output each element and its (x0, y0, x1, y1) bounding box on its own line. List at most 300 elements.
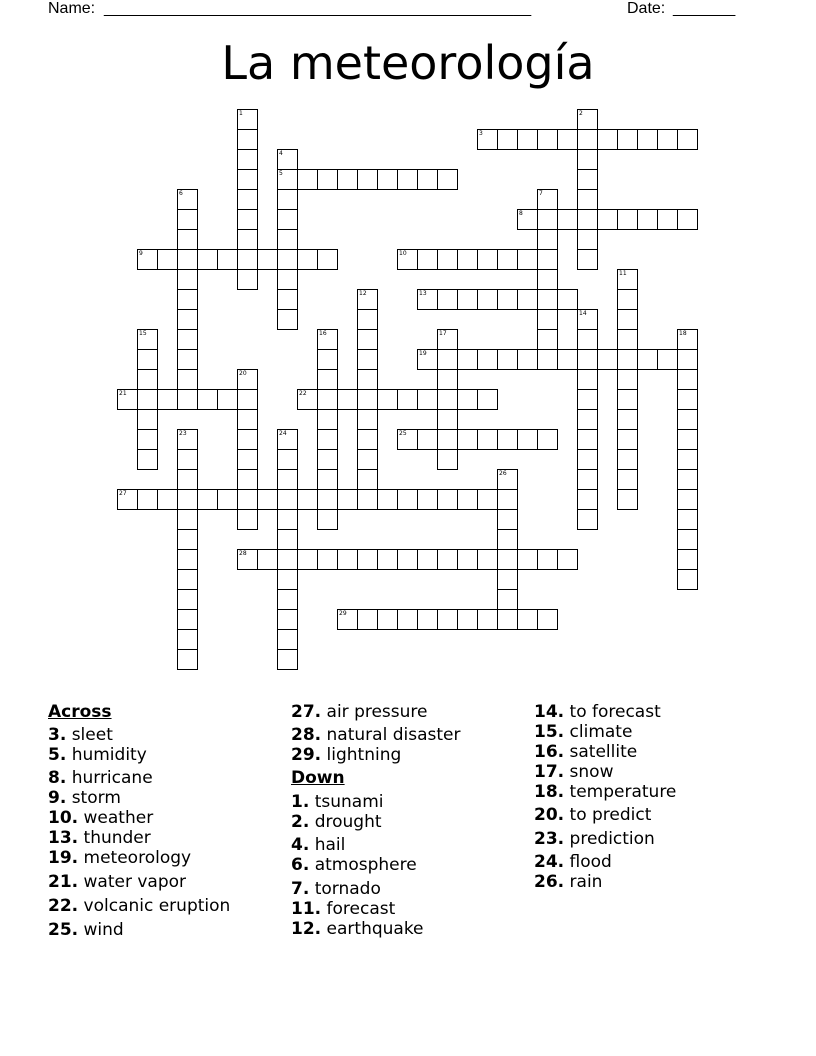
grid-cell[interactable] (237, 169, 258, 190)
grid-cell[interactable] (177, 229, 198, 250)
grid-cell[interactable] (437, 329, 458, 350)
grid-cell[interactable] (617, 349, 638, 370)
grid-cell[interactable] (317, 469, 338, 490)
grid-cell[interactable] (597, 209, 618, 230)
grid-cell[interactable] (357, 489, 378, 510)
clue-item: 27. air pressure (291, 702, 428, 722)
clue-item: 2. drought (291, 812, 382, 832)
grid-cell[interactable] (337, 549, 358, 570)
grid-cell[interactable] (457, 249, 478, 270)
grid-cell[interactable] (457, 349, 478, 370)
grid-cell[interactable] (177, 509, 198, 530)
grid-cell[interactable] (317, 449, 338, 470)
grid-cell[interactable] (417, 609, 438, 630)
grid-cell[interactable] (617, 289, 638, 310)
grid-cell[interactable] (397, 389, 418, 410)
grid-cell[interactable] (537, 269, 558, 290)
grid-cell[interactable] (417, 429, 438, 450)
grid-cell[interactable] (417, 249, 438, 270)
grid-cell[interactable] (557, 289, 578, 310)
grid-cell[interactable] (537, 249, 558, 270)
grid-cell[interactable] (357, 409, 378, 430)
grid-cell[interactable] (317, 549, 338, 570)
grid-cell[interactable] (237, 509, 258, 530)
grid-cell[interactable] (617, 269, 638, 290)
grid-cell[interactable] (497, 589, 518, 610)
grid-cell[interactable] (617, 469, 638, 490)
grid-cell[interactable] (237, 109, 258, 130)
grid-cell[interactable] (497, 609, 518, 630)
cell-number: 24 (279, 430, 287, 437)
grid-cell[interactable] (257, 489, 278, 510)
grid-cell[interactable] (237, 409, 258, 430)
grid-cell[interactable] (537, 189, 558, 210)
grid-cell[interactable] (517, 249, 538, 270)
grid-cell[interactable] (537, 229, 558, 250)
grid-cell[interactable] (657, 129, 678, 150)
grid-cell[interactable] (377, 389, 398, 410)
name-line: ________________________________________________ (104, 0, 532, 17)
grid-cell[interactable] (277, 209, 298, 230)
grid-cell[interactable] (557, 549, 578, 570)
grid-cell[interactable] (137, 409, 158, 430)
grid-cell[interactable] (357, 449, 378, 470)
grid-cell[interactable] (477, 349, 498, 370)
grid-cell[interactable] (237, 449, 258, 470)
grid-cell[interactable] (557, 129, 578, 150)
grid-cell[interactable] (457, 289, 478, 310)
grid-cell[interactable] (637, 209, 658, 230)
grid-cell[interactable] (517, 289, 538, 310)
grid-cell[interactable] (237, 269, 258, 290)
grid-cell[interactable] (177, 449, 198, 470)
grid-cell[interactable] (497, 349, 518, 370)
cell-number: 3 (479, 130, 483, 137)
grid-cell[interactable] (577, 169, 598, 190)
clue-item: 18. temperature (534, 782, 677, 802)
date-line: _______ (673, 0, 736, 17)
grid-cell[interactable] (277, 489, 298, 510)
grid-cell[interactable] (137, 249, 158, 270)
grid-cell[interactable] (337, 169, 358, 190)
grid-cell[interactable] (177, 209, 198, 230)
grid-cell[interactable] (237, 129, 258, 150)
grid-cell[interactable] (377, 489, 398, 510)
grid-cell[interactable] (437, 369, 458, 390)
grid-cell[interactable] (577, 389, 598, 410)
grid-cell[interactable] (137, 429, 158, 450)
grid-cell[interactable] (237, 489, 258, 510)
grid-cell[interactable] (477, 489, 498, 510)
grid-cell[interactable] (537, 289, 558, 310)
grid-cell[interactable] (237, 389, 258, 410)
grid-cell[interactable] (177, 589, 198, 610)
grid-cell[interactable] (537, 609, 558, 630)
grid-cell[interactable] (517, 209, 538, 230)
date-label: Date: (627, 0, 666, 17)
grid-cell[interactable] (657, 209, 678, 230)
grid-cell[interactable] (177, 329, 198, 350)
grid-cell[interactable] (617, 369, 638, 390)
grid-cell[interactable] (177, 569, 198, 590)
grid-cell[interactable] (577, 369, 598, 390)
clue-item: 10. weather (48, 808, 154, 828)
grid-cell[interactable] (497, 249, 518, 270)
grid-cell[interactable] (317, 329, 338, 350)
grid-cell[interactable] (677, 329, 698, 350)
grid-cell[interactable] (577, 229, 598, 250)
grid-cell[interactable] (617, 389, 638, 410)
grid-cell[interactable] (357, 469, 378, 490)
grid-cell[interactable] (577, 349, 598, 370)
clue-item: 3. sleet (48, 725, 113, 745)
grid-cell[interactable] (177, 369, 198, 390)
grid-cell[interactable] (137, 329, 158, 350)
grid-cell[interactable] (137, 489, 158, 510)
grid-cell[interactable] (617, 209, 638, 230)
grid-cell[interactable] (157, 389, 178, 410)
grid-cell[interactable] (357, 169, 378, 190)
grid-cell[interactable] (217, 389, 238, 410)
grid-cell[interactable] (177, 249, 198, 270)
grid-cell[interactable] (217, 489, 238, 510)
grid-cell[interactable] (477, 129, 498, 150)
grid-cell[interactable] (417, 289, 438, 310)
grid-cell[interactable] (577, 309, 598, 330)
grid-cell[interactable] (277, 529, 298, 550)
cell-number: 6 (179, 190, 183, 197)
grid-cell[interactable] (617, 329, 638, 350)
grid-cell[interactable] (497, 289, 518, 310)
grid-cell[interactable] (177, 489, 198, 510)
grid-cell[interactable] (317, 169, 338, 190)
grid-cell[interactable] (637, 349, 658, 370)
grid-cell[interactable] (417, 489, 438, 510)
grid-cell[interactable] (177, 609, 198, 630)
grid-cell[interactable] (497, 129, 518, 150)
grid-cell[interactable] (177, 429, 198, 450)
grid-cell[interactable] (597, 129, 618, 150)
grid-cell[interactable] (277, 169, 298, 190)
grid-cell[interactable] (317, 349, 338, 370)
grid-cell[interactable] (437, 489, 458, 510)
grid-cell[interactable] (577, 409, 598, 430)
grid-cell[interactable] (517, 349, 538, 370)
grid-cell[interactable] (397, 429, 418, 450)
grid-cell[interactable] (377, 549, 398, 570)
grid-cell[interactable] (137, 369, 158, 390)
grid-cell[interactable] (417, 389, 438, 410)
grid-cell[interactable] (557, 349, 578, 370)
grid-cell[interactable] (577, 509, 598, 530)
cell-number: 10 (399, 250, 407, 257)
grid-cell[interactable] (177, 289, 198, 310)
grid-cell[interactable] (177, 529, 198, 550)
cell-number: 21 (119, 390, 127, 397)
grid-cell[interactable] (577, 249, 598, 270)
grid-cell[interactable] (577, 449, 598, 470)
grid-cell[interactable] (277, 289, 298, 310)
grid-cell[interactable] (677, 349, 698, 370)
grid-cell[interactable] (677, 389, 698, 410)
grid-cell[interactable] (477, 249, 498, 270)
grid-cell[interactable] (537, 349, 558, 370)
grid-cell[interactable] (577, 429, 598, 450)
grid-cell[interactable] (377, 169, 398, 190)
grid-cell[interactable] (437, 169, 458, 190)
cell-number: 7 (539, 190, 543, 197)
grid-cell[interactable] (537, 129, 558, 150)
grid-cell[interactable] (537, 209, 558, 230)
grid-cell[interactable] (297, 169, 318, 190)
grid-cell[interactable] (277, 249, 298, 270)
grid-cell[interactable] (497, 529, 518, 550)
grid-cell[interactable] (537, 429, 558, 450)
grid-cell[interactable] (437, 349, 458, 370)
grid-cell[interactable] (517, 609, 538, 630)
grid-cell[interactable] (197, 249, 218, 270)
grid-cell[interactable] (437, 429, 458, 450)
grid-cell[interactable] (237, 249, 258, 270)
grid-cell[interactable] (477, 609, 498, 630)
grid-cell[interactable] (277, 549, 298, 570)
grid-cell[interactable] (357, 349, 378, 370)
grid-cell[interactable] (237, 429, 258, 450)
grid-cell[interactable] (317, 489, 338, 510)
cell-number: 12 (359, 290, 367, 297)
clue-item: 29. lightning (291, 745, 402, 765)
grid-cell[interactable] (137, 349, 158, 370)
grid-cell[interactable] (617, 129, 638, 150)
grid-cell[interactable] (357, 309, 378, 330)
grid-cell[interactable] (277, 189, 298, 210)
grid-cell[interactable] (497, 509, 518, 530)
grid-cell[interactable] (637, 129, 658, 150)
grid-cell[interactable] (677, 369, 698, 390)
grid-cell[interactable] (317, 509, 338, 530)
grid-cell[interactable] (417, 549, 438, 570)
grid-cell[interactable] (677, 549, 698, 570)
grid-cell[interactable] (677, 529, 698, 550)
grid-cell[interactable] (677, 469, 698, 490)
grid-cell[interactable] (337, 489, 358, 510)
grid-cell[interactable] (537, 309, 558, 330)
grid-cell[interactable] (437, 409, 458, 430)
grid-cell[interactable] (297, 249, 318, 270)
grid-cell[interactable] (577, 469, 598, 490)
grid-cell[interactable] (297, 489, 318, 510)
grid-cell[interactable] (237, 189, 258, 210)
grid-cell[interactable] (137, 449, 158, 470)
grid-cell[interactable] (157, 489, 178, 510)
grid-cell[interactable] (417, 349, 438, 370)
grid-cell[interactable] (677, 509, 698, 530)
clue-item: 28. natural disaster (291, 725, 461, 745)
grid-cell[interactable] (437, 249, 458, 270)
grid-cell[interactable] (617, 309, 638, 330)
cell-number: 18 (679, 330, 687, 337)
grid-cell[interactable] (677, 209, 698, 230)
grid-cell[interactable] (357, 429, 378, 450)
grid-cell[interactable] (417, 169, 438, 190)
cell-number: 16 (319, 330, 327, 337)
grid-cell[interactable] (277, 429, 298, 450)
grid-cell[interactable] (277, 649, 298, 670)
grid-cell[interactable] (677, 449, 698, 470)
grid-cell[interactable] (517, 549, 538, 570)
grid-cell[interactable] (577, 129, 598, 150)
clue-item: 15. climate (534, 722, 633, 742)
grid-cell[interactable] (617, 409, 638, 430)
clue-item: 12. earthquake (291, 919, 424, 939)
grid-cell[interactable] (237, 469, 258, 490)
clue-item: 22. volcanic eruption (48, 896, 231, 916)
grid-cell[interactable] (477, 389, 498, 410)
grid-cell[interactable] (397, 489, 418, 510)
grid-cell[interactable] (177, 189, 198, 210)
grid-cell[interactable] (377, 609, 398, 630)
grid-cell[interactable] (177, 349, 198, 370)
grid-cell[interactable] (617, 429, 638, 450)
grid-cell[interactable] (357, 369, 378, 390)
grid-cell[interactable] (317, 249, 338, 270)
grid-cell[interactable] (397, 549, 418, 570)
clue-item: 17. snow (534, 762, 614, 782)
clue-item: 24. flood (534, 852, 612, 872)
grid-cell[interactable] (257, 549, 278, 570)
cell-number: 11 (619, 270, 627, 277)
grid-cell[interactable] (237, 149, 258, 170)
grid-cell[interactable] (537, 549, 558, 570)
grid-cell[interactable] (217, 249, 238, 270)
grid-cell[interactable] (337, 389, 358, 410)
grid-cell[interactable] (237, 209, 258, 230)
grid-cell[interactable] (457, 549, 478, 570)
grid-cell[interactable] (577, 489, 598, 510)
grid-cell[interactable] (457, 609, 478, 630)
grid-cell[interactable] (277, 609, 298, 630)
grid-cell[interactable] (237, 549, 258, 570)
clue-item: 9. storm (48, 788, 121, 808)
grid-cell[interactable] (277, 229, 298, 250)
grid-cell[interactable] (197, 489, 218, 510)
grid-cell[interactable] (177, 389, 198, 410)
grid-cell[interactable] (657, 349, 678, 370)
grid-cell[interactable] (277, 449, 298, 470)
grid-cell[interactable] (617, 449, 638, 470)
grid-cell[interactable] (277, 509, 298, 530)
grid-cell[interactable] (297, 389, 318, 410)
grid-cell[interactable] (317, 389, 338, 410)
grid-cell[interactable] (677, 129, 698, 150)
grid-cell[interactable] (477, 549, 498, 570)
grid-cell[interactable] (117, 389, 138, 410)
grid-cell[interactable] (197, 389, 218, 410)
grid-cell[interactable] (317, 409, 338, 430)
grid-cell[interactable] (397, 609, 418, 630)
grid-cell[interactable] (437, 289, 458, 310)
grid-cell[interactable] (177, 629, 198, 650)
grid-cell[interactable] (677, 489, 698, 510)
grid-cell[interactable] (357, 329, 378, 350)
grid-cell[interactable] (317, 369, 338, 390)
cell-number: 9 (139, 250, 143, 257)
grid-cell[interactable] (457, 489, 478, 510)
grid-cell[interactable] (237, 229, 258, 250)
grid-cell[interactable] (277, 469, 298, 490)
grid-cell[interactable] (397, 249, 418, 270)
grid-cell[interactable] (677, 569, 698, 590)
grid-cell[interactable] (257, 249, 278, 270)
grid-cell[interactable] (457, 389, 478, 410)
grid-cell[interactable] (177, 309, 198, 330)
grid-cell[interactable] (497, 429, 518, 450)
grid-cell[interactable] (577, 209, 598, 230)
grid-cell[interactable] (577, 329, 598, 350)
grid-cell[interactable] (277, 309, 298, 330)
clue-item: 23. prediction (534, 829, 655, 849)
grid-cell[interactable] (677, 429, 698, 450)
grid-cell[interactable] (577, 189, 598, 210)
grid-cell[interactable] (577, 149, 598, 170)
grid-cell[interactable] (517, 129, 538, 150)
grid-cell[interactable] (437, 549, 458, 570)
grid-cell[interactable] (277, 149, 298, 170)
grid-cell[interactable] (397, 169, 418, 190)
grid-cell[interactable] (337, 609, 358, 630)
grid-cell[interactable] (117, 489, 138, 510)
grid-cell[interactable] (177, 549, 198, 570)
grid-cell[interactable] (277, 589, 298, 610)
grid-cell[interactable] (477, 429, 498, 450)
grid-cell[interactable] (617, 489, 638, 510)
grid-cell[interactable] (157, 249, 178, 270)
grid-cell[interactable] (357, 389, 378, 410)
grid-cell[interactable] (357, 289, 378, 310)
grid-cell[interactable] (237, 369, 258, 390)
cell-number: 29 (339, 610, 347, 617)
grid-cell[interactable] (597, 349, 618, 370)
grid-cell[interactable] (497, 569, 518, 590)
grid-cell[interactable] (277, 569, 298, 590)
grid-cell[interactable] (457, 429, 478, 450)
grid-cell[interactable] (137, 389, 158, 410)
grid-cell[interactable] (497, 549, 518, 570)
grid-cell[interactable] (357, 549, 378, 570)
clue-item: 26. rain (534, 872, 603, 892)
grid-cell[interactable] (277, 269, 298, 290)
grid-cell[interactable] (517, 429, 538, 450)
cell-number: 23 (179, 430, 187, 437)
grid-cell[interactable] (317, 429, 338, 450)
grid-cell[interactable] (537, 329, 558, 350)
grid-cell[interactable] (497, 469, 518, 490)
grid-cell[interactable] (297, 549, 318, 570)
grid-cell[interactable] (437, 609, 458, 630)
grid-cell[interactable] (497, 489, 518, 510)
grid-cell[interactable] (177, 269, 198, 290)
grid-cell[interactable] (677, 409, 698, 430)
grid-cell[interactable] (177, 469, 198, 490)
grid-cell[interactable] (577, 109, 598, 130)
grid-cell[interactable] (557, 209, 578, 230)
grid-cell[interactable] (437, 449, 458, 470)
grid-cell[interactable] (477, 289, 498, 310)
grid-cell[interactable] (357, 609, 378, 630)
grid-cell[interactable] (177, 649, 198, 670)
grid-cell[interactable] (277, 629, 298, 650)
grid-cell[interactable] (437, 389, 458, 410)
